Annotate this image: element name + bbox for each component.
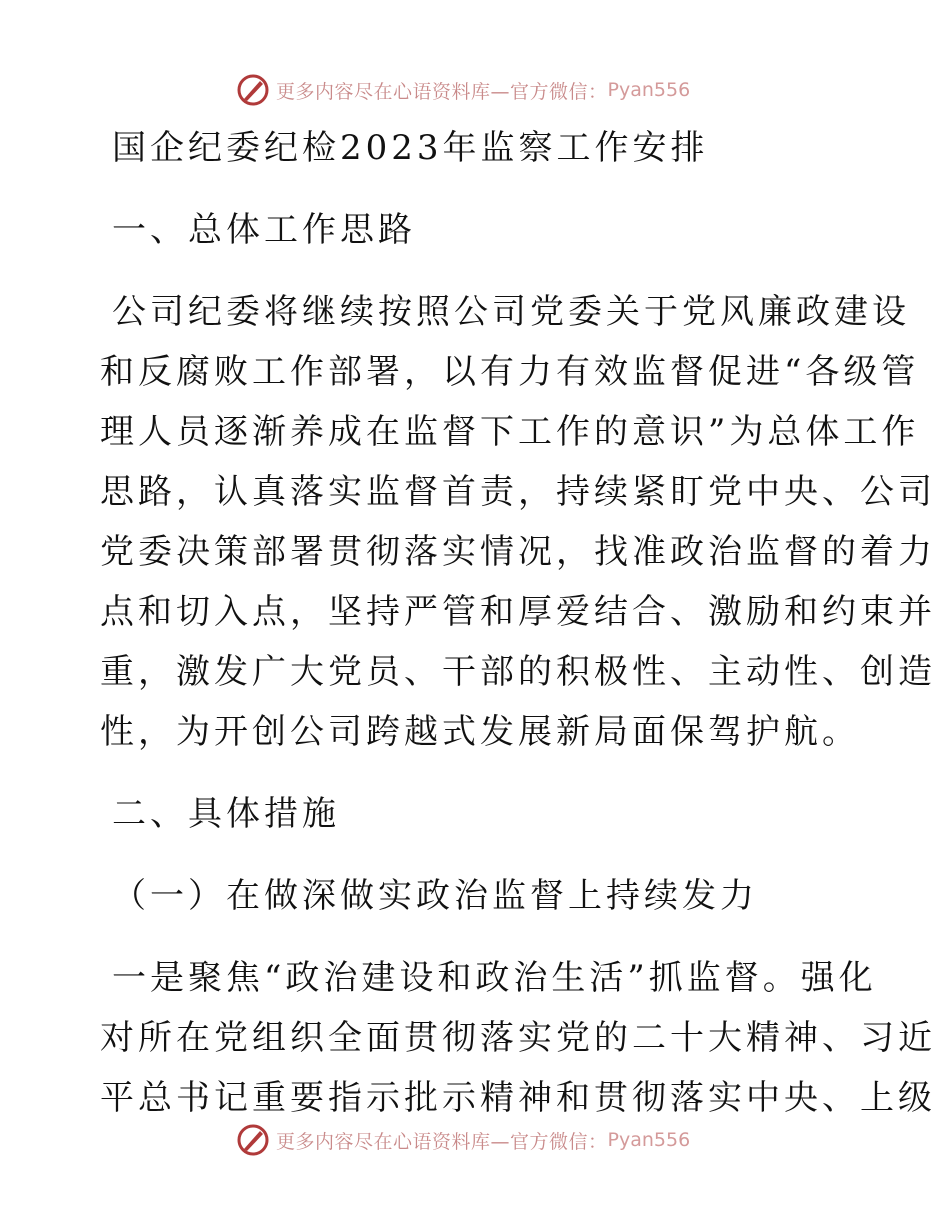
paragraph-line: 理人员逐渐养成在监督下工作的意识”为总体工作	[100, 412, 920, 452]
watermark-header	[236, 72, 756, 108]
paragraph-line: 思路，认真落实监督首责，持续紧盯党中央、公司	[100, 472, 936, 512]
paragraph-line: 重，激发广大党员、干部的积极性、主动性、创造	[100, 652, 936, 692]
paragraph-political-supervision	[100, 948, 936, 1128]
quill-logo-icon	[236, 73, 270, 107]
quill-logo-icon	[236, 1123, 270, 1157]
paragraph-line: 对所在党组织全面贯彻落实党的二十大精神、习近	[100, 1018, 936, 1058]
subsection-heading-political-supervision: （一）在做深做实政治监督上持续发力	[112, 876, 758, 916]
paragraph-line: 点和切入点，坚持严管和厚爱结合、激励和约束并	[100, 592, 936, 632]
document-body	[100, 118, 936, 1128]
paragraph-line: 一是聚焦“政治建设和政治生活”抓监督。强化	[112, 958, 877, 998]
watermark-text: 更多内容尽在心语资料库—官方微信：	[276, 80, 608, 103]
section-heading-overall: 一、总体工作思路	[112, 210, 416, 250]
paragraph-line: 公司纪委将继续按照公司党委关于党风廉政建设	[112, 292, 910, 332]
paragraph-line: 党委决策部署贯彻落实情况，找准政治监督的着力	[100, 532, 936, 572]
watermark-account: Pyan556	[607, 1129, 691, 1151]
document-title: 国企纪委纪检2023年监察工作安排	[112, 128, 709, 168]
paragraph-overall	[100, 282, 936, 762]
watermark-text: 更多内容尽在心语资料库—官方微信：	[276, 1130, 608, 1153]
section-heading-measures: 二、具体措施	[112, 794, 340, 834]
paragraph-line: 平总书记重要指示批示精神和贯彻落实中央、上级	[100, 1078, 936, 1118]
watermark-footer	[236, 1122, 756, 1158]
watermark-account: Pyan556	[607, 79, 691, 101]
paragraph-line: 和反腐败工作部署，以有力有效监督促进“各级管	[100, 352, 920, 392]
paragraph-line: 性，为开创公司跨越式发展新局面保驾护航。	[100, 712, 860, 752]
